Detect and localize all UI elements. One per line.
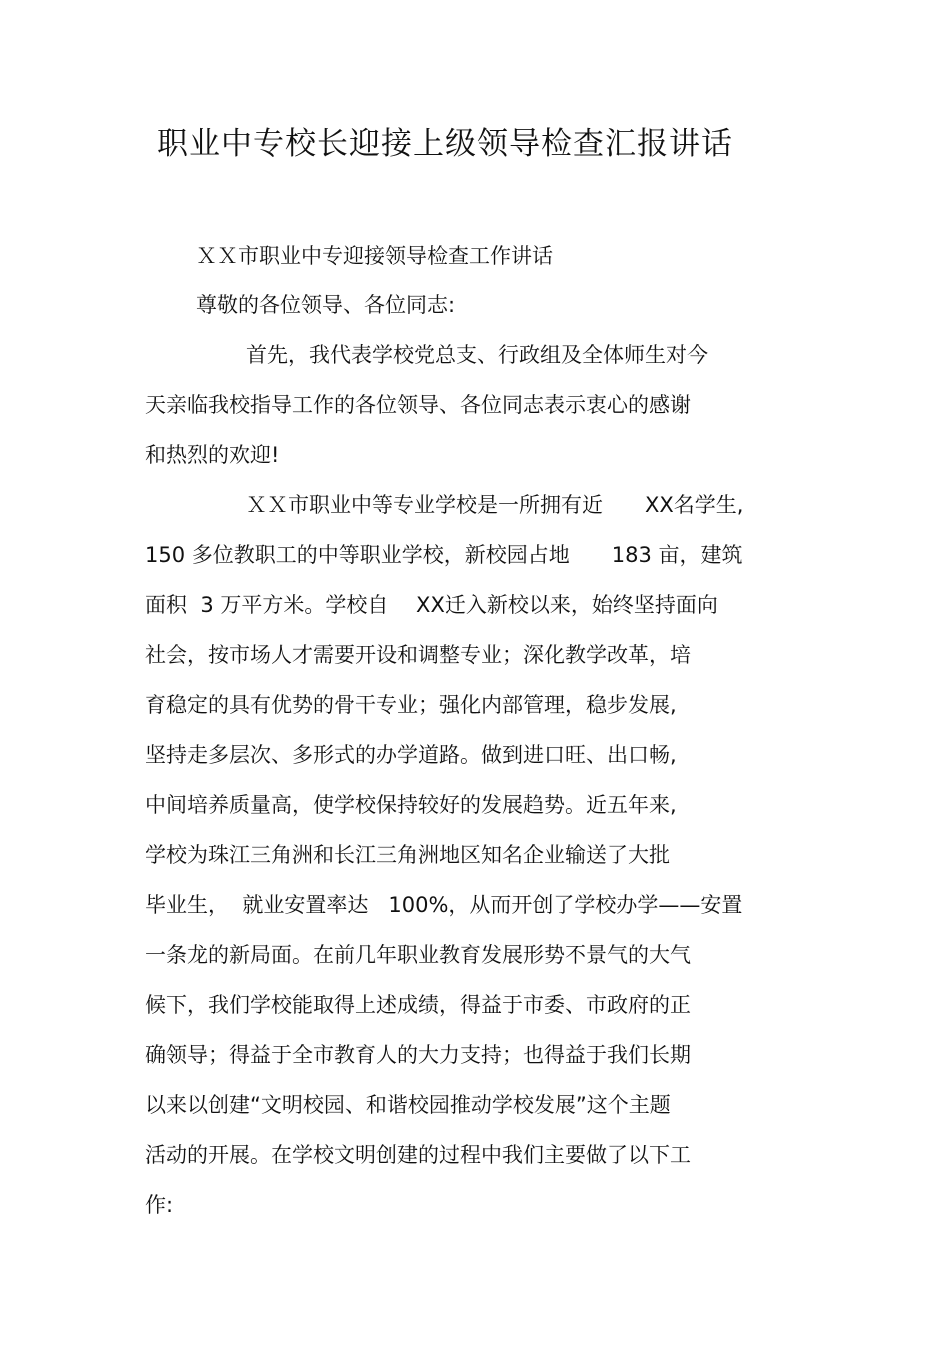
paragraph2-line: 坚持走多层次、多形式的办学道路。做到进口旺、出口畅,: [145, 743, 677, 767]
paragraph2-line: 活动的开展。在学校文明创建的过程中我们主要做了以下工: [145, 1143, 691, 1167]
salutation: 尊敬的各位领导、各位同志:: [196, 293, 456, 317]
paragraph2-line: 确领导；得益于全市教育人的大力支持；也得益于我们长期: [145, 1043, 691, 1067]
paragraph2-line: 候下，我们学校能取得上述成绩，得益于市委、市政府的正: [145, 993, 691, 1017]
paragraph2-line: ＸＸ市职业中等专业学校是一所拥有近 XX名学生,: [246, 493, 744, 517]
paragraph2-line: 学校为珠江三角洲和长江三角洲地区知名企业输送了大批: [145, 843, 670, 867]
paragraph1-line: 首先，我代表学校党总支、行政组及全体师生对今: [246, 343, 708, 367]
paragraph2-line: 150 多位教职工的中等职业学校，新校园占地 183 亩，建筑: [145, 543, 743, 567]
document-title: 职业中专校长迎接上级领导检查汇报讲话: [157, 126, 733, 162]
paragraph2-line: 育稳定的具有优势的骨干专业；强化内部管理，稳步发展,: [145, 693, 677, 717]
paragraph2-line: 以来以创建“文明校园、和谐校园推动学校发展”这个主题: [145, 1093, 671, 1117]
paragraph2-line: 面积 3 万平方米。学校自 XX迁入新校以来，始终坚持面向: [145, 593, 718, 617]
paragraph2-line: 社会，按市场人才需要开设和调整专业；深化教学改革，培: [145, 643, 691, 667]
paragraph2-line: 作:: [145, 1193, 174, 1217]
paragraph2-line: 中间培养质量高，使学校保持较好的发展趋势。近五年来,: [145, 793, 677, 817]
paragraph2-line: 一条龙的新局面。在前几年职业教育发展形势不景气的大气: [145, 943, 691, 967]
paragraph2-line: 毕业生， 就业安置率达 100%，从而开创了学校办学——安置: [145, 893, 743, 917]
document-subtitle: ＸＸ市职业中专迎接领导检查工作讲话: [196, 244, 553, 268]
paragraph1-line: 和热烈的欢迎!: [145, 443, 280, 467]
paragraph1-line: 天亲临我校指导工作的各位领导、各位同志表示衷心的感谢: [145, 393, 691, 417]
